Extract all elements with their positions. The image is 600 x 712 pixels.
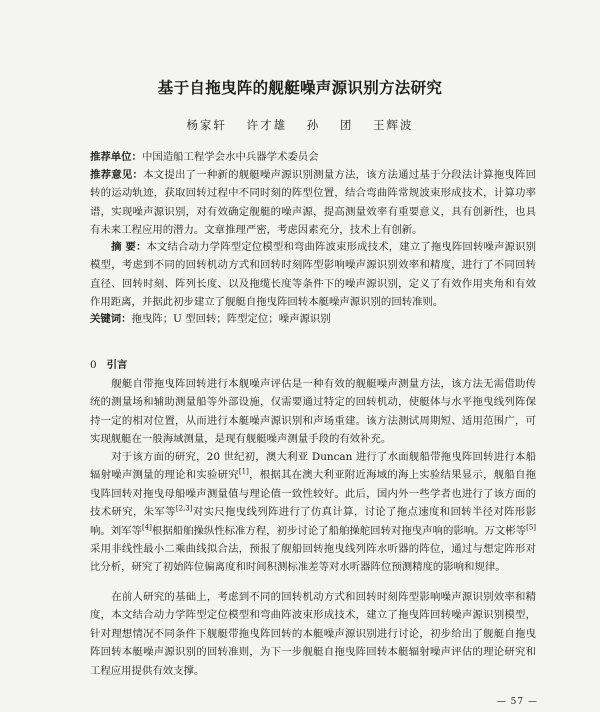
keywords-label: 关键词：	[90, 313, 132, 325]
page-number: — 57 —	[496, 697, 538, 707]
opinion-text: 本文提出了一种新的舰艇噪声源识别测量方法，该方法通过基于分段法计算拖曳阵回转的运动轨迹，获取回转过程中不同时刻的阵型位置，结合弯曲阵常规波束形成技术，计算功率谱，实现噪声源识别，对有效确定舰艇的噪声源，提高测量效率有重要意义，具有创新性，也具有未来工程应用的潜力。文章推理严密，考虑因素充分，技术上有创新。	[90, 169, 536, 237]
recommendation-opinion	[90, 166, 536, 240]
opinion-label: 推荐意见：	[90, 169, 144, 181]
paragraph-text: 对于该方面的研究，20 世纪初，澳大利亚 Duncan 进行了水面舰船带拖曳阵回转进行本船辐射噪声测量的理论和实验研究	[90, 451, 536, 482]
paragraph-text: 在前人研究的基础上，考虑到不同的回转机动方式和回转时刻阵型影响噪声源识别效率和精度，本文结合动力学阵型定位模型和弯曲阵波束形成技术，建立了拖曳阵回转噪声源识别模型，针对理想情况不同条件下舰艇带拖曳阵回转的本艇噪声源识别进行讨论，初步给出了舰艇自拖曳阵回转本艇噪声源识别的回转准则，为下一步舰艇自拖曳阵回转本艇辐射噪声评估的理论研究和工程应用提供有效支撑。	[90, 591, 536, 677]
citation: [2,3]	[175, 504, 193, 513]
paragraph-text: 根据船舶操纵性标准方程，初步讨论了船舶操舵回转对拖曳声响的影响。万文彬等	[151, 524, 527, 537]
citation: [5]	[526, 523, 537, 532]
keywords	[90, 310, 536, 328]
paragraph-text: 对实尺拖曳线列阵进行了仿真计算，讨论了拖点速度和回转半径对阵形影响。刘军等	[90, 506, 537, 537]
citation: [1]	[238, 467, 249, 476]
body-paragraph	[90, 588, 536, 680]
section-heading	[90, 356, 127, 371]
body-paragraph	[90, 448, 536, 577]
paragraph-text: 舰艇自带拖曳阵回转进行本舰噪声评估是一种有效的舰艇噪声测量方法，该方法无需借助传统的测量场和辅助测量船等外部设施，仅需要通过特定的回转机动，使艇体与水平拖曳线列阵保持一定的相对位置，从而进行本艇噪声源识别和声场重建。该方法测试周期短、适用范围广，可实现舰艇在一般海域测量，是现有舰艇噪声测量手段的有效补充。	[90, 378, 536, 446]
abstract	[90, 238, 536, 312]
abstract-text: 本文结合动力学阵型定位模型和弯曲阵波束形成技术，建立了拖曳阵回转噪声源识别模型，考虑到不同的回转机动方式和回转时刻阵型影响噪声源识别效率和精度，进行了不同回转直径、回转时刻、阵列长度、以及拖缆长度等条件下的噪声源识别，定义了有效作用夹角和有效作用距离，并据此初步建立了舰艇自拖曳阵回转本艇噪声源识别的回转准则。	[90, 241, 536, 309]
citation: [4]	[141, 523, 152, 532]
paper-title: 基于自拖曳阵的舰艇噪声源识别方法研究	[157, 79, 443, 97]
paragraph-text: ，根据其在澳大利亚附近海域的海上实验结果显示，舰船自拖曳阵回转对拖曳母船噪声测量值与理论值一致性较好。此后，国内外一些学者也进行了该方面的技术研究，朱军等	[90, 469, 536, 519]
section-number: 0	[90, 359, 97, 371]
abstract-label: 摘 要：	[111, 241, 147, 253]
section-title: 引言	[106, 359, 128, 371]
unit-text: 中国造船工程学会水中兵器学术委员会	[141, 151, 319, 163]
paragraph-text: 采用非线性最小二乘曲线拟合法，预报了舰船回转拖曳线列阵水听器的阵位，通过与想定阵形对比分析，研究了初始阵位偏离度和时间积测标准差等对水听器阵位预测精度的影响和规律。	[90, 543, 536, 574]
unit-label: 推荐单位：	[90, 151, 142, 163]
recommending-unit	[90, 148, 536, 166]
body-paragraph	[90, 375, 536, 449]
keywords-text: 拖曳阵；U 型回转；阵型定位；噪声源识别	[131, 313, 331, 325]
author-list: 杨家轩 许才雄 孙 团 王辉波	[186, 118, 414, 132]
